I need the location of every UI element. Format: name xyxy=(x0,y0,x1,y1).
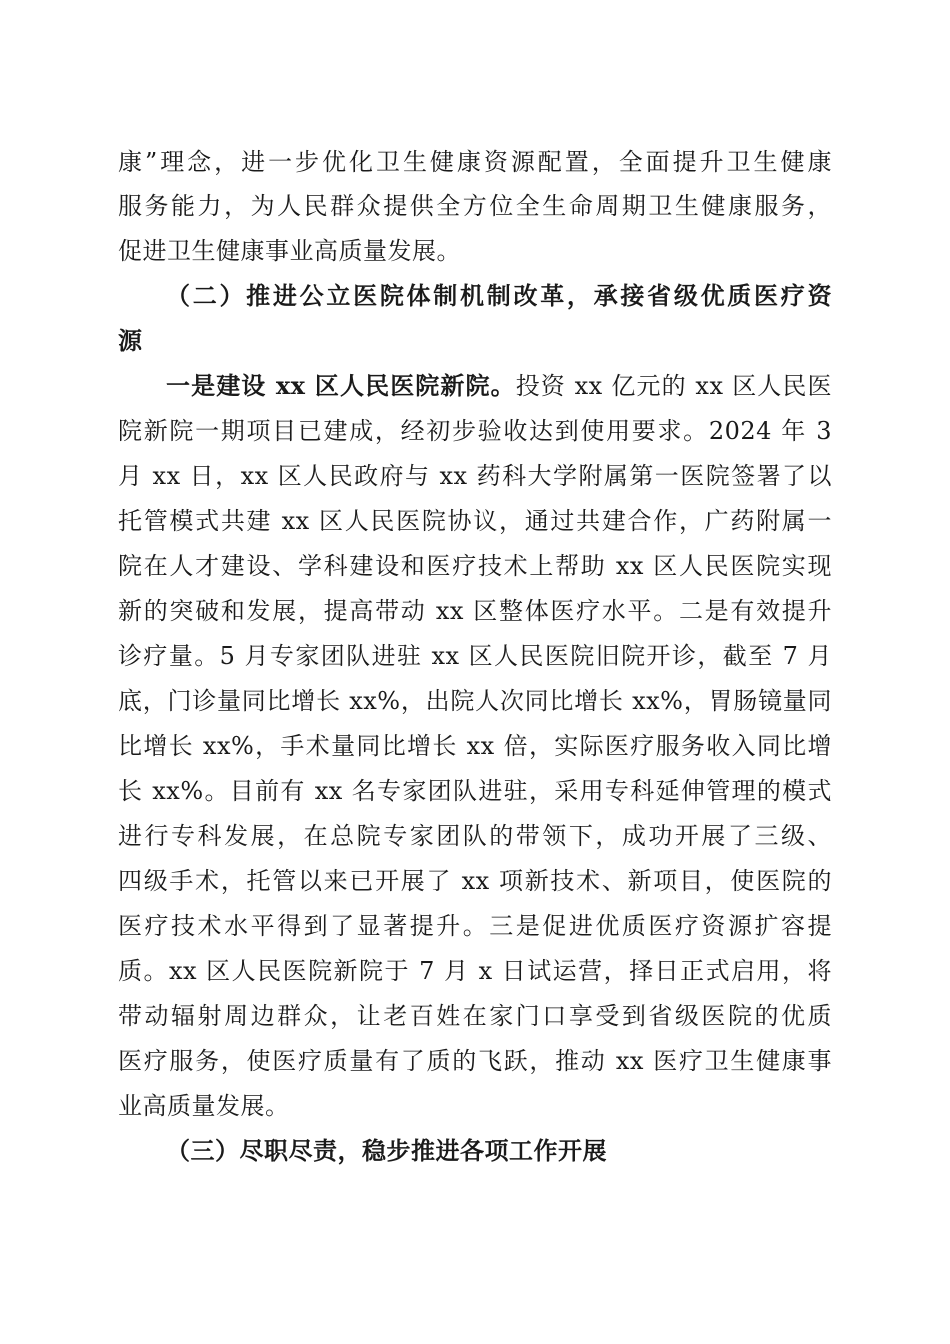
body-text-line xyxy=(166,371,832,401)
section-heading: 源 xyxy=(118,326,143,355)
body-text-line: 医疗技术水平得到了显著提升。三是促进优质医疗资源扩容提 xyxy=(118,912,832,940)
body-text-line: 促进卫生健康事业高质量发展。 xyxy=(118,237,461,265)
body-text-line: 长 xx%。目前有 xx 名专家团队进驻，采用专科延伸管理的模式 xyxy=(118,777,832,805)
body-text-line: 院在人才建设、学科建设和医疗技术上帮助 xx 区人民医院实现 xyxy=(118,552,832,580)
section-heading: （三）尽职尽责，稳步推进各项工作开展 xyxy=(166,1136,607,1165)
body-text-line: 四级手术，托管以来已开展了 xx 项新技术、新项目，使医院的 xyxy=(118,867,832,895)
section-heading: （二）推进公立医院体制机制改革，承接省级优质医疗资 xyxy=(166,281,832,310)
body-text-line: 医疗服务，使医疗质量有了质的飞跃，推动 xx 医疗卫生健康事 xyxy=(118,1047,832,1075)
body-text-line: 质。xx 区人民医院新院于 7 月 x 日试运营，择日正式启用，将 xyxy=(118,957,832,985)
body-text-line: 比增长 xx%，手术量同比增长 xx 倍，实际医疗服务收入同比增 xyxy=(118,732,832,760)
body-text-line: 进行专科发展，在总院专家团队的带领下，成功开展了三级、 xyxy=(118,822,832,850)
body-text-line: 康”理念，进一步优化卫生健康资源配置，全面提升卫生健康 xyxy=(118,148,832,176)
body-text-line: 服务能力，为人民群众提供全方位全生命周期卫生健康服务， xyxy=(118,192,832,220)
lead-phrase: 一是建设 xx 区人民医院新院。 xyxy=(166,371,516,400)
body-text-fragment: 投资 xx 亿元的 xx 区人民医 xyxy=(515,372,833,400)
body-text-line: 业高质量发展。 xyxy=(118,1092,290,1120)
body-text-line: 托管模式共建 xx 区人民医院协议，通过共建合作，广药附属一 xyxy=(118,507,832,535)
body-text-line: 院新院一期项目已建成，经初步验收达到使用要求。2024 年 3 xyxy=(118,417,832,445)
body-text-line: 新的突破和发展，提高带动 xx 区整体医疗水平。二是有效提升 xyxy=(118,597,832,625)
body-text-line: 诊疗量。5 月专家团队进驻 xx 区人民医院旧院开诊，截至 7 月 xyxy=(118,642,832,670)
body-text-line: 底，门诊量同比增长 xx%，出院人次同比增长 xx%，胃肠镜量同 xyxy=(118,687,832,715)
body-text-line: 带动辐射周边群众，让老百姓在家门口享受到省级医院的优质 xyxy=(118,1002,832,1030)
body-text-line: 月 xx 日，xx 区人民政府与 xx 药科大学附属第一医院签署了以 xyxy=(118,462,832,490)
